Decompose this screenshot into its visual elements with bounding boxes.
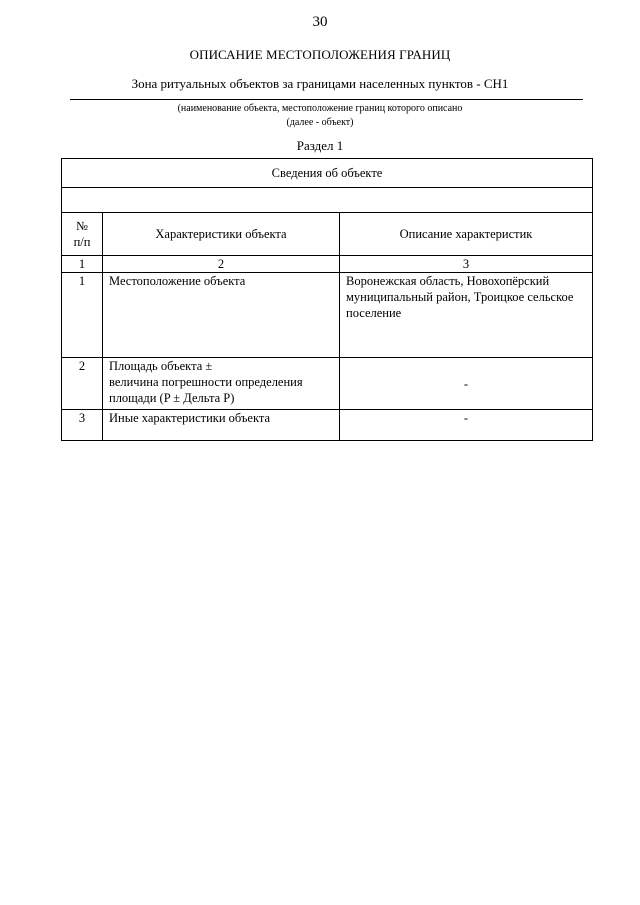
row-characteristic [103, 358, 340, 410]
section-title: Раздел 1 [296, 138, 344, 153]
object-info-table [61, 158, 593, 441]
row-number: 3 [62, 410, 103, 441]
header-number [62, 213, 103, 256]
row-characteristic-line: площади (P ± Дельта P) [109, 391, 235, 405]
row-description [340, 273, 593, 358]
table-heading-row [62, 159, 593, 188]
table-empty-row [62, 188, 593, 213]
table-heading: Сведения об объекте [62, 159, 593, 188]
row-description-line: Воронежская область, Новохопёрский [346, 274, 550, 288]
row-characteristic: Местоположение объекта [103, 273, 340, 358]
document-title: ОПИСАНИЕ МЕСТОПОЛОЖЕНИЯ ГРАНИЦ [189, 47, 451, 62]
empty-cell [62, 188, 593, 213]
row-number: 1 [62, 273, 103, 358]
header-description: Описание характеристик [340, 213, 593, 256]
page-number: 30 [312, 14, 328, 30]
table-row [62, 358, 593, 410]
table-row [62, 410, 593, 441]
row-description-line: поселение [346, 306, 402, 320]
document-subtitle: Зона ритуальных объектов за границами населенных пунктов - СН1 [131, 76, 509, 91]
column-number-row [62, 256, 593, 273]
row-characteristic: Иные характеристики объекта [103, 410, 340, 441]
table-row [62, 273, 593, 358]
object-caption-line2: (далее - объект) [286, 117, 354, 128]
row-characteristic-line: Площадь объекта ± [109, 359, 213, 373]
row-number: 2 [62, 358, 103, 410]
header-number-line1: № [76, 219, 88, 233]
header-characteristics: Характеристики объекта [103, 213, 340, 256]
object-caption-line1: (наименование объекта, местоположение границ которого описано [177, 103, 463, 114]
row-description: - [340, 358, 593, 410]
header-number-line2: п/п [73, 235, 91, 249]
table-header-row [62, 213, 593, 256]
column-number: 1 [62, 256, 103, 273]
underline-divider [70, 99, 583, 100]
row-description: - [340, 410, 593, 441]
row-description-line: муниципальный район, Троицкое сельское [346, 290, 574, 304]
column-number: 2 [103, 256, 340, 273]
column-number: 3 [340, 256, 593, 273]
row-characteristic-line: величина погрешности определения [109, 375, 303, 389]
